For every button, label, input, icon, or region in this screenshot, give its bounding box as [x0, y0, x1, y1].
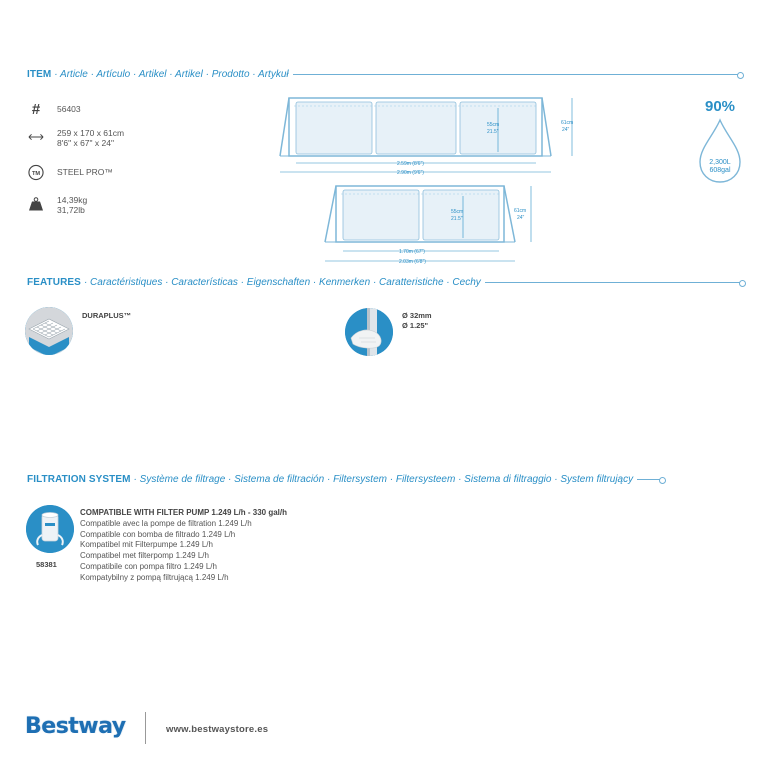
trademark-icon: [28, 164, 44, 180]
frame-type: STEEL PRO™: [57, 167, 113, 177]
top-wall-height-cm: 61cm: [561, 120, 574, 126]
top-water-height-in: 21.5": [487, 129, 499, 135]
filter-line-fr: Compatible avec la pompe de filtration 1.249 L/h: [80, 518, 252, 528]
fill-percent: 90%: [704, 98, 736, 115]
dimensions-metric: 259 x 170 x 61cm: [57, 128, 125, 138]
item-section-title: ITEM: [27, 69, 52, 80]
dimensions-imperial: 8'6" x 67" x 24": [57, 138, 114, 148]
hash-icon: #: [31, 100, 41, 118]
filter-line-it: Compatibile con pompa filtro 1.249 L/h: [80, 561, 217, 571]
filtration-section-title: FILTRATION SYSTEM: [27, 474, 131, 485]
spec-frame-type: [28, 164, 113, 180]
capacity-indicator: [690, 96, 750, 192]
bottom-water-height-in: 21.5": [451, 216, 463, 222]
bottom-wall-height-cm: 61cm: [514, 208, 527, 214]
top-inner-length: 2.59m (8'6"): [397, 161, 424, 167]
filtration-section-translations: · Système de filtrage · Sistema de filtración · Filtersystem · Filtersysteem · Sistema di filtraggio · System filtrujący: [133, 474, 634, 485]
item-section-rule: [293, 74, 741, 75]
top-wall-height-in: 24": [562, 127, 570, 133]
layered-material-icon: [25, 307, 73, 355]
pipe-diameter-in: Ø 1.25": [402, 321, 429, 330]
double-arrow-icon: [28, 129, 44, 145]
filter-line-en: COMPATIBLE WITH FILTER PUMP 1.249 L/h - 330 gal/h: [80, 508, 287, 517]
filter-pump-badge: [26, 505, 74, 553]
pool-diagram-length: [272, 92, 584, 182]
bottom-water-height-cm: 55cm: [451, 209, 464, 215]
filtration-section-rule: [637, 479, 663, 480]
weight-kg: 14,39kg: [57, 195, 88, 205]
capacity-gallons: 608gal: [709, 167, 731, 174]
pipe-diameter-mm: Ø 32mm: [402, 311, 432, 320]
spec-weight: [28, 195, 88, 215]
bottom-outer-width: 2.03m (6'8"): [399, 259, 426, 265]
features-section-header: [27, 277, 743, 288]
bottom-inner-width: 1.70m (67"): [399, 249, 425, 255]
weight-lb: 31,72lb: [57, 205, 85, 215]
hand-pipe-icon: [345, 308, 393, 356]
filter-pump-icon: [26, 505, 74, 553]
article-number: 56403: [57, 104, 81, 114]
filter-line-es: Compatible con bomba de filtrado 1.249 L/h: [80, 529, 236, 539]
spec-dimensions: [28, 128, 125, 148]
features-section-title: FEATURES: [27, 277, 81, 288]
top-outer-length: 2.90m (9'6"): [397, 170, 424, 176]
bestway-logo[interactable]: Bestway: [25, 714, 126, 739]
pipe-diameter-badge: [345, 308, 393, 356]
capacity-liters: 2,300L: [709, 159, 731, 166]
footer-divider: [145, 712, 146, 744]
website-link[interactable]: www.bestwaystore.es: [166, 724, 269, 735]
pool-diagram-width: [313, 181, 543, 269]
filter-pump-code: 58381: [36, 560, 57, 569]
spec-article-number: [28, 100, 81, 118]
item-section-translations: · Article · Artículo · Artikel · Artikel · Prodotto · Artykuł: [54, 69, 289, 80]
duraplus-badge: [25, 307, 73, 355]
filtration-section-header: [27, 474, 741, 485]
features-section-translations: · Caractéristiques · Características · Eigenschaften · Kenmerken · Caratteristiche · Cechy: [83, 277, 481, 288]
weight-icon: [28, 196, 44, 212]
top-water-height-cm: 55cm: [487, 122, 500, 128]
filter-line-pl: Kompatybilny z pompą filtrującą 1.249 L/h: [80, 572, 229, 582]
filter-line-de: Kompatibel mit Filterpumpe 1.249 L/h: [80, 540, 213, 550]
features-section-rule: [485, 282, 743, 283]
bottom-wall-height-in: 24": [517, 215, 525, 221]
water-drop-icon: [697, 118, 743, 184]
svg-text:TM: TM: [31, 170, 41, 177]
filter-compatibility-list: [80, 508, 287, 584]
item-section-header: [27, 69, 741, 80]
filter-line-nl: Compatibel met filterpomp 1.249 L/h: [80, 551, 209, 561]
duraplus-label: DURAPLUS™: [82, 311, 132, 320]
